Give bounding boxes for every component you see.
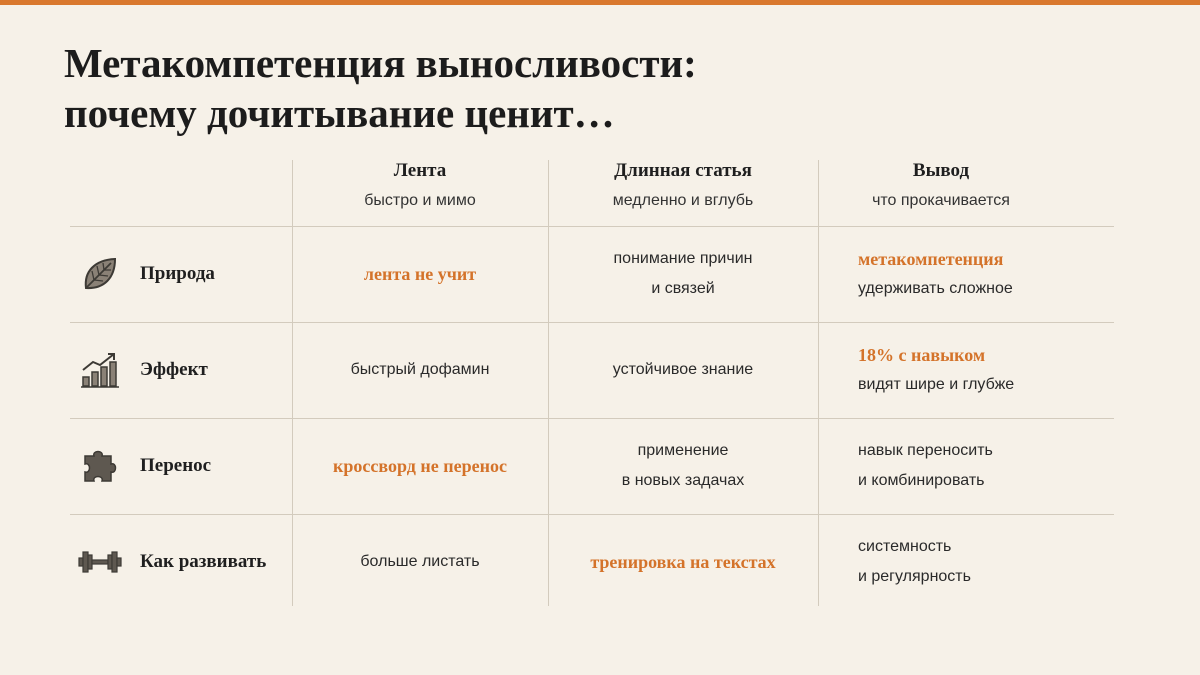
cell-conclusion <box>818 418 1114 514</box>
cell-text: видят шире и глубже <box>858 376 1015 393</box>
row-label-nature <box>70 226 292 322</box>
cell-text-highlight: тренировка на текстах <box>590 552 776 572</box>
column-header-subtitle: медленно и вглубь <box>612 192 754 209</box>
puzzle-icon <box>78 444 122 488</box>
cell-text: удерживать сложное <box>858 280 1013 297</box>
column-header-title: Вывод <box>912 160 970 181</box>
cell-text: и регулярность <box>858 568 971 585</box>
cell-feed <box>292 322 548 418</box>
row-label-text: Как развивать <box>140 551 267 572</box>
leaf-icon <box>78 252 122 296</box>
cell-text: устойчивое знание <box>612 361 754 378</box>
cell-feed <box>292 418 548 514</box>
cell-feed <box>292 226 548 322</box>
column-header-feed <box>292 160 548 211</box>
row-label-effect <box>70 322 292 418</box>
cell-text: быстрый дофамин <box>350 361 490 378</box>
cell-article <box>548 322 818 418</box>
page-title <box>64 38 697 138</box>
growth-chart-icon <box>78 348 122 392</box>
dumbbell-icon <box>78 540 122 584</box>
column-header-subtitle: что прокачивается <box>872 192 1010 209</box>
cell-text: системность <box>858 538 952 555</box>
cell-article <box>548 226 818 322</box>
column-header-title: Длинная статья <box>614 160 752 181</box>
column-header-conclusion <box>818 160 1064 211</box>
cell-text: применение <box>637 442 729 459</box>
row-label-text: Перенос <box>140 455 212 476</box>
row-label-how-to-develop <box>70 514 292 610</box>
cell-text-highlight: кроссворд не перенос <box>333 456 507 476</box>
cell-text: в новых задачах <box>621 472 745 489</box>
cell-text: больше листать <box>360 553 480 570</box>
top-accent-bar <box>0 0 1200 5</box>
cell-text-highlight: лента не учит <box>363 264 477 284</box>
cell-text: и связей <box>651 280 715 297</box>
cell-text: понимание причин <box>613 250 753 267</box>
cell-text-highlight: 18% с навыком <box>858 345 986 365</box>
column-header-subtitle: быстро и мимо <box>364 192 476 209</box>
cell-text: и комбинировать <box>858 472 985 489</box>
row-label-text: Природа <box>140 263 215 284</box>
cell-feed <box>292 514 548 610</box>
column-header-article <box>548 160 818 211</box>
row-label-transfer <box>70 418 292 514</box>
cell-text-highlight: метакомпетенция <box>858 249 1004 269</box>
title-line-1: Метакомпетенция выносливости: <box>64 40 697 86</box>
cell-text: навык переносить <box>858 442 993 459</box>
row-label-text: Эффект <box>140 359 208 380</box>
column-header-title: Лента <box>393 160 447 181</box>
title-line-2: почему дочитывание ценит… <box>64 90 615 136</box>
cell-conclusion <box>818 322 1114 418</box>
cell-article <box>548 418 818 514</box>
cell-conclusion <box>818 226 1114 322</box>
comparison-table <box>70 160 1114 606</box>
cell-article <box>548 514 818 610</box>
cell-conclusion <box>818 514 1114 610</box>
